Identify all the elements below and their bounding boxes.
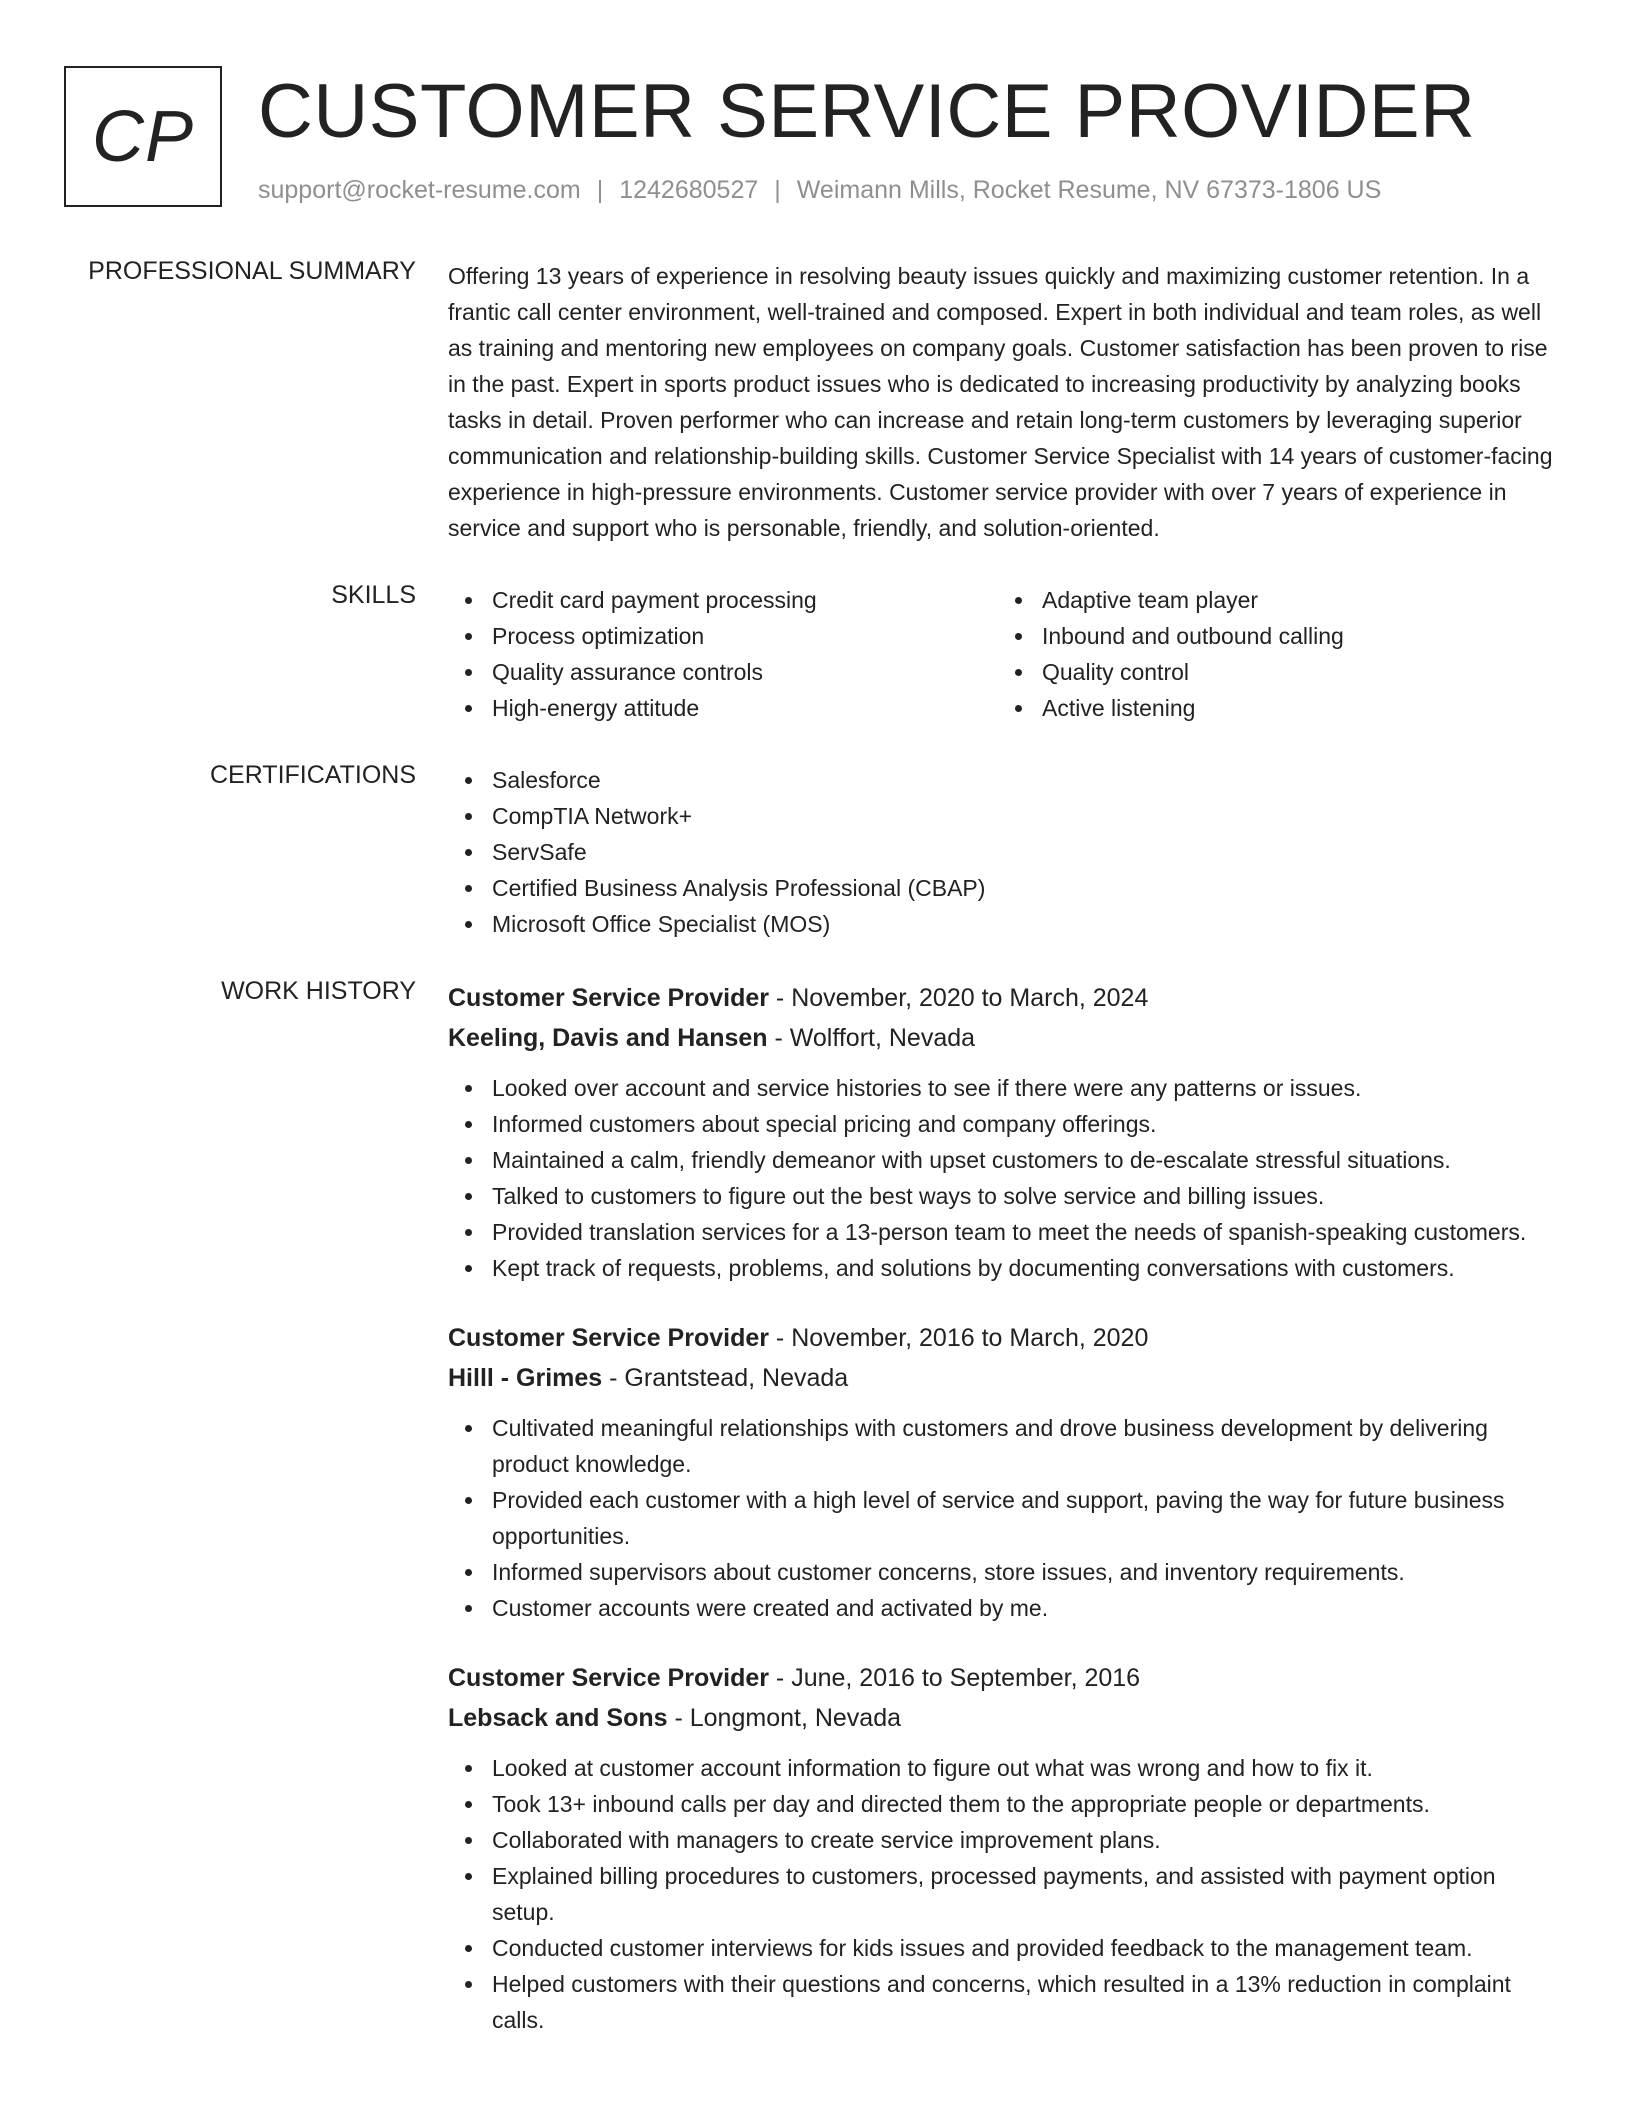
certifications-list — [448, 762, 1558, 942]
job-duty-item: Collaborated with managers to create service improvement plans. — [448, 1822, 1558, 1858]
job-duty-item: Talked to customers to figure out the best ways to solve service and billing issues. — [448, 1178, 1558, 1214]
contact-line — [258, 174, 1381, 207]
job-company: Hilll - Grimes — [448, 1364, 603, 1392]
contact-separator: | — [596, 176, 604, 204]
section-title: CERTIFICATIONS — [209, 761, 416, 789]
section-body — [448, 762, 1558, 942]
job-duties — [448, 1410, 1558, 1626]
job-entry — [448, 1658, 1558, 2038]
job-entry — [448, 978, 1558, 1286]
job-duty-item: Helped customers with their questions and concerns, which resulted in a 13% reduction in complaint calls. — [448, 1966, 1558, 2038]
skill-item: Active listening — [998, 690, 1548, 726]
job-company: Lebsack and Sons — [448, 1704, 668, 1732]
work-history-section — [0, 978, 1632, 2038]
job-duty-item: Conducted customer interviews for kids issues and provided feedback to the management team. — [448, 1930, 1558, 1966]
skill-item: High-energy attitude — [448, 690, 998, 726]
skill-item: Quality assurance controls — [448, 654, 998, 690]
contact-email: support@rocket-resume.com — [258, 176, 581, 204]
contact-address: Weimann Mills, Rocket Resume, NV 67373-1806 US — [796, 176, 1382, 204]
section-body — [448, 978, 1558, 2038]
job-duty-item: Provided translation services for a 13-person team to meet the needs of spanish-speaking customers. — [448, 1214, 1558, 1250]
certification-item: Salesforce — [448, 762, 1558, 798]
job-company-line — [448, 1698, 1558, 1738]
job-role: Customer Service Provider — [448, 984, 769, 1012]
job-company: Keeling, Davis and Hansen — [448, 1024, 768, 1052]
monogram-logo: CP — [64, 66, 222, 207]
job-dates: - November, 2020 to March, 2024 — [768, 984, 1149, 1012]
job-role-line — [448, 1658, 1558, 1698]
job-duty-item: Customer accounts were created and activated by me. — [448, 1590, 1558, 1626]
summary-text: Offering 13 years of experience in resolving beauty issues quickly and maximizing customer retention. In a frantic call center environment, well-trained and composed. Expert in both individual and team roles, as well as training and mentoring new employees on company goals. Customer satisfaction has been proven to rise in the past. Expert in sports product issues who is dedicated to increasing productivity by analyzing books tasks in detail. Proven performer who can increase and retain long-term customers by leveraging superior communication and relationship-building skills. Customer Service Specialist with 14 years of customer-facing experience in high-pressure environments. Customer service provider with over 7 years of experience in service and support who is personable, friendly, and solution-oriented. — [448, 263, 1553, 541]
certification-item: CompTIA Network+ — [448, 798, 1558, 834]
professional-summary-section — [0, 258, 1632, 546]
job-role-line — [448, 1318, 1558, 1358]
skill-item: Quality control — [998, 654, 1548, 690]
section-title: PROFESSIONAL SUMMARY — [88, 257, 416, 285]
job-duties — [448, 1750, 1558, 2038]
skills-left-column — [448, 582, 998, 726]
resume-content — [0, 258, 1632, 2074]
job-duty-item: Looked at customer account information to figure out what was wrong and how to fix it. — [448, 1750, 1558, 1786]
job-company-line — [448, 1018, 1558, 1058]
job-duties — [448, 1070, 1558, 1286]
job-duty-item: Cultivated meaningful relationships with customers and drove business development by delivering product knowledge. — [448, 1410, 1558, 1482]
section-title: WORK HISTORY — [221, 977, 416, 1005]
skills-right-column — [998, 582, 1548, 726]
job-duty-item: Explained billing procedures to customers, processed payments, and assisted with payment option setup. — [448, 1858, 1558, 1930]
skill-item: Credit card payment processing — [448, 582, 998, 618]
resume-title: CUSTOMER SERVICE PROVIDER — [258, 69, 1476, 154]
job-dates: - November, 2016 to March, 2020 — [768, 1324, 1149, 1352]
job-role: Customer Service Provider — [448, 1664, 769, 1692]
job-company-line — [448, 1358, 1558, 1398]
job-location: - Grantstead, Nevada — [602, 1364, 849, 1392]
skills-section — [0, 582, 1632, 726]
job-duty-item: Maintained a calm, friendly demeanor with upset customers to de-escalate stressful situations. — [448, 1142, 1558, 1178]
certification-item: ServSafe — [448, 834, 1558, 870]
section-body — [448, 258, 1558, 546]
job-duty-item: Informed supervisors about customer concerns, store issues, and inventory requirements. — [448, 1554, 1558, 1590]
job-location: - Longmont, Nevada — [667, 1704, 902, 1732]
job-role-line — [448, 978, 1558, 1018]
job-location: - Wolffort, Nevada — [767, 1024, 976, 1052]
job-duty-item: Looked over account and service histories to see if there were any patterns or issues. — [448, 1070, 1558, 1106]
skill-item: Adaptive team player — [998, 582, 1548, 618]
skill-item: Process optimization — [448, 618, 998, 654]
job-dates: - June, 2016 to September, 2016 — [768, 1664, 1141, 1692]
job-duty-item: Provided each customer with a high level of service and support, paving the way for future business opportunities. — [448, 1482, 1558, 1554]
certifications-section — [0, 762, 1632, 942]
skills-grid — [448, 582, 1558, 726]
job-duty-item: Kept track of requests, problems, and solutions by documenting conversations with customers. — [448, 1250, 1558, 1286]
certification-item: Microsoft Office Specialist (MOS) — [448, 906, 1558, 942]
contact-separator: | — [774, 176, 781, 204]
resume-header — [64, 66, 1564, 211]
certification-item: Certified Business Analysis Professional (CBAP) — [448, 870, 1558, 906]
section-title: SKILLS — [331, 581, 416, 609]
job-duty-item: Informed customers about special pricing and company offerings. — [448, 1106, 1558, 1142]
job-role: Customer Service Provider — [448, 1324, 769, 1352]
contact-phone: 1242680527 — [619, 176, 759, 204]
job-duty-item: Took 13+ inbound calls per day and directed them to the appropriate people or departments. — [448, 1786, 1558, 1822]
job-entry — [448, 1318, 1558, 1626]
skill-item: Inbound and outbound calling — [998, 618, 1548, 654]
